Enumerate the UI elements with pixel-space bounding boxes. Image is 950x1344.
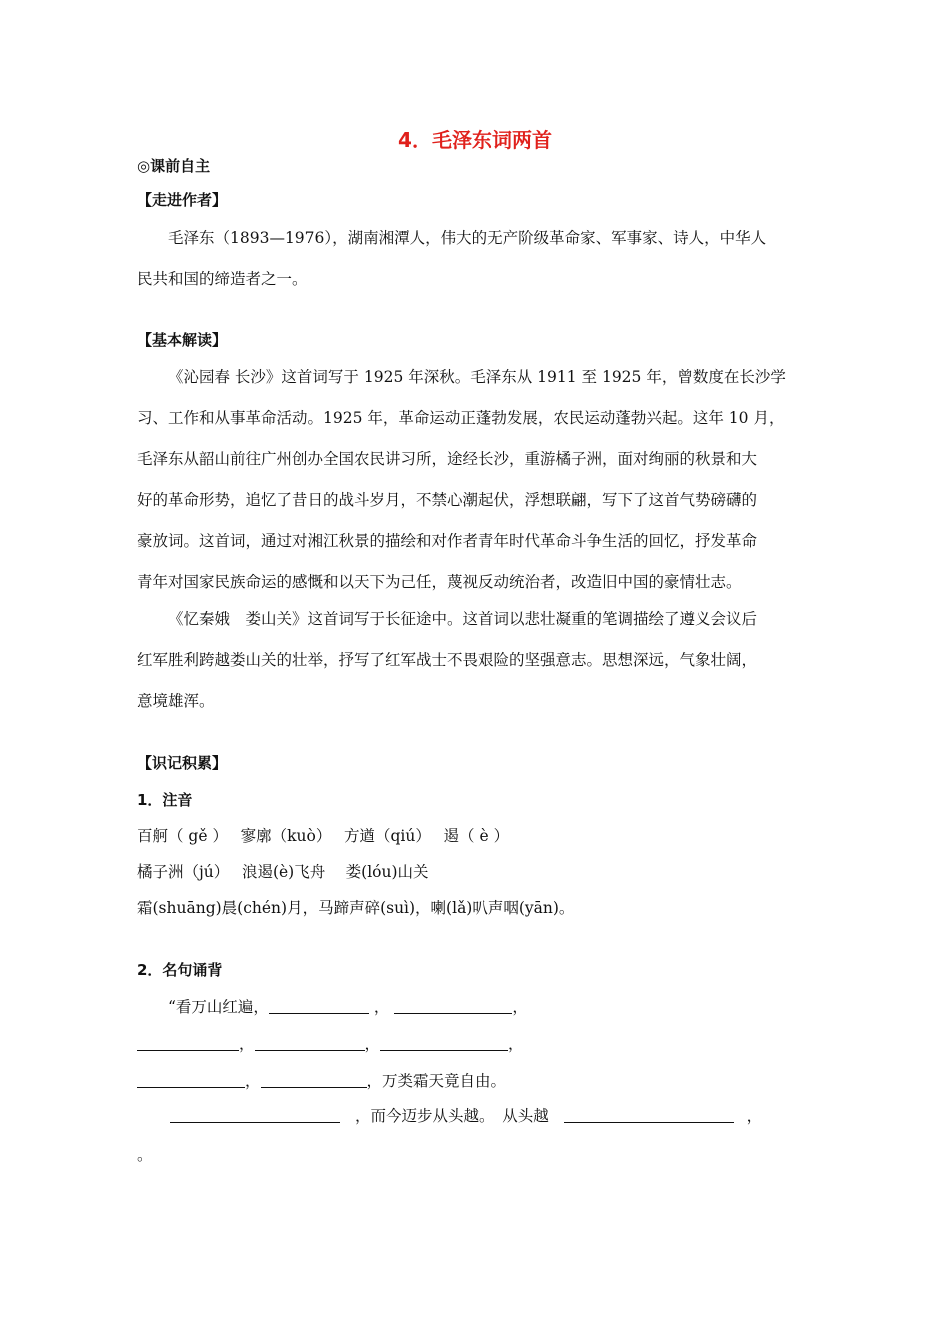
reading-p2-line-3: 意境雄浑。 (137, 692, 215, 710)
reading-p1-line-4: 好的革命形势，追忆了昔日的战斗岁月，不禁心潮起伏，浮想联翩，写下了这首气势磅礴的 (137, 491, 758, 509)
fill-blank[interactable] (380, 1034, 508, 1051)
recite-line-1 (168, 997, 528, 1017)
recite-comma: ， (373, 998, 390, 1016)
recite-comma: ， (245, 1072, 261, 1090)
reading-p1-line-2: 习、工作和从事革命活动。1925 年，革命运动正蓬勃发展，农民运动蓬勃兴起。这年 10 月， (137, 409, 785, 427)
author-line-1: 毛泽东（1893—1976），湖南湘潭人，伟大的无产阶级革命家、军事家、诗人，中华人 (168, 229, 767, 247)
fill-blank[interactable] (170, 1106, 340, 1123)
fill-blank[interactable] (269, 997, 369, 1014)
phonetic-line-3: 霜(shuāng)晨(chén)月，马蹄声碎(suì)，喇(lǎ)叭声咽(yān)。 (137, 899, 575, 917)
recite-comma: ， (508, 1035, 524, 1053)
memory-heading: 【识记积累】 (137, 754, 228, 772)
recite-line-4 (170, 1106, 762, 1126)
fill-blank[interactable] (137, 1034, 239, 1051)
fill-blank[interactable] (255, 1034, 365, 1051)
phonetic-line-1: 百舸（ gě ） 寥廓（kuò） 方遒（qiú） 遏（ è ） (137, 827, 510, 845)
recite-line1-start: “看万山红遍， (168, 998, 269, 1016)
phonetic-heading: 1．注音 (137, 791, 193, 809)
recite-line-2 (137, 1034, 524, 1054)
fill-blank[interactable] (564, 1106, 734, 1123)
reading-p1-line-1: 《沁园春 长沙》这首词写于 1925 年深秋。毛泽东从 1911 至 1925 年，曾数度在长沙学 (168, 368, 786, 386)
recite-comma: ， (364, 1035, 381, 1053)
reading-heading: 【基本解读】 (137, 331, 228, 349)
reading-p1-line-5: 豪放词。这首词，通过对湘江秋景的描绘和对作者青年时代革命斗争生活的回忆，抒发革命 (137, 532, 758, 550)
section-pre-label: ◎课前自主 (137, 157, 211, 175)
fill-blank[interactable] (394, 997, 512, 1014)
recite-comma: ， (512, 998, 528, 1016)
recite-line4-end: ， (746, 1107, 763, 1125)
reading-p1-line-3: 毛泽东从韶山前往广州创办全国农民讲习所，途经长沙，重游橘子洲，面对绚丽的秋景和大 (137, 450, 758, 468)
recite-heading: 2．名句诵背 (137, 961, 223, 979)
phonetic-line-2: 橘子洲（jú） 浪遏(è)飞舟 娄(lóu)山关 (137, 863, 429, 881)
recite-line-3 (137, 1071, 506, 1091)
recite-line4-mid: ，而今迈步从头越。 从头越 (354, 1107, 549, 1125)
fill-blank[interactable] (261, 1071, 367, 1088)
author-heading: 【走进作者】 (137, 191, 228, 209)
reading-p2-line-2: 红军胜利跨越娄山关的壮举，抒写了红军战士不畏艰险的坚强意志。思想深远，气象壮阔， (137, 651, 758, 669)
recite-line-5: 。 (137, 1146, 153, 1164)
recite-line3-end: ，万类霜天竟自由。 (366, 1072, 507, 1090)
reading-p2-line-1: 《忆秦娥 娄山关》这首词写于长征途中。这首词以悲壮凝重的笔调描绘了遵义会议后 (168, 610, 758, 628)
page-title: 4．毛泽东词两首 (398, 128, 552, 152)
reading-p1-line-6: 青年对国家民族命运的感慨和以天下为己任，蔑视反动统治者，改造旧中国的豪情壮志。 (137, 573, 742, 591)
recite-comma: ， (239, 1035, 255, 1053)
author-line-2: 民共和国的缔造者之一。 (137, 270, 308, 288)
fill-blank[interactable] (137, 1071, 245, 1088)
